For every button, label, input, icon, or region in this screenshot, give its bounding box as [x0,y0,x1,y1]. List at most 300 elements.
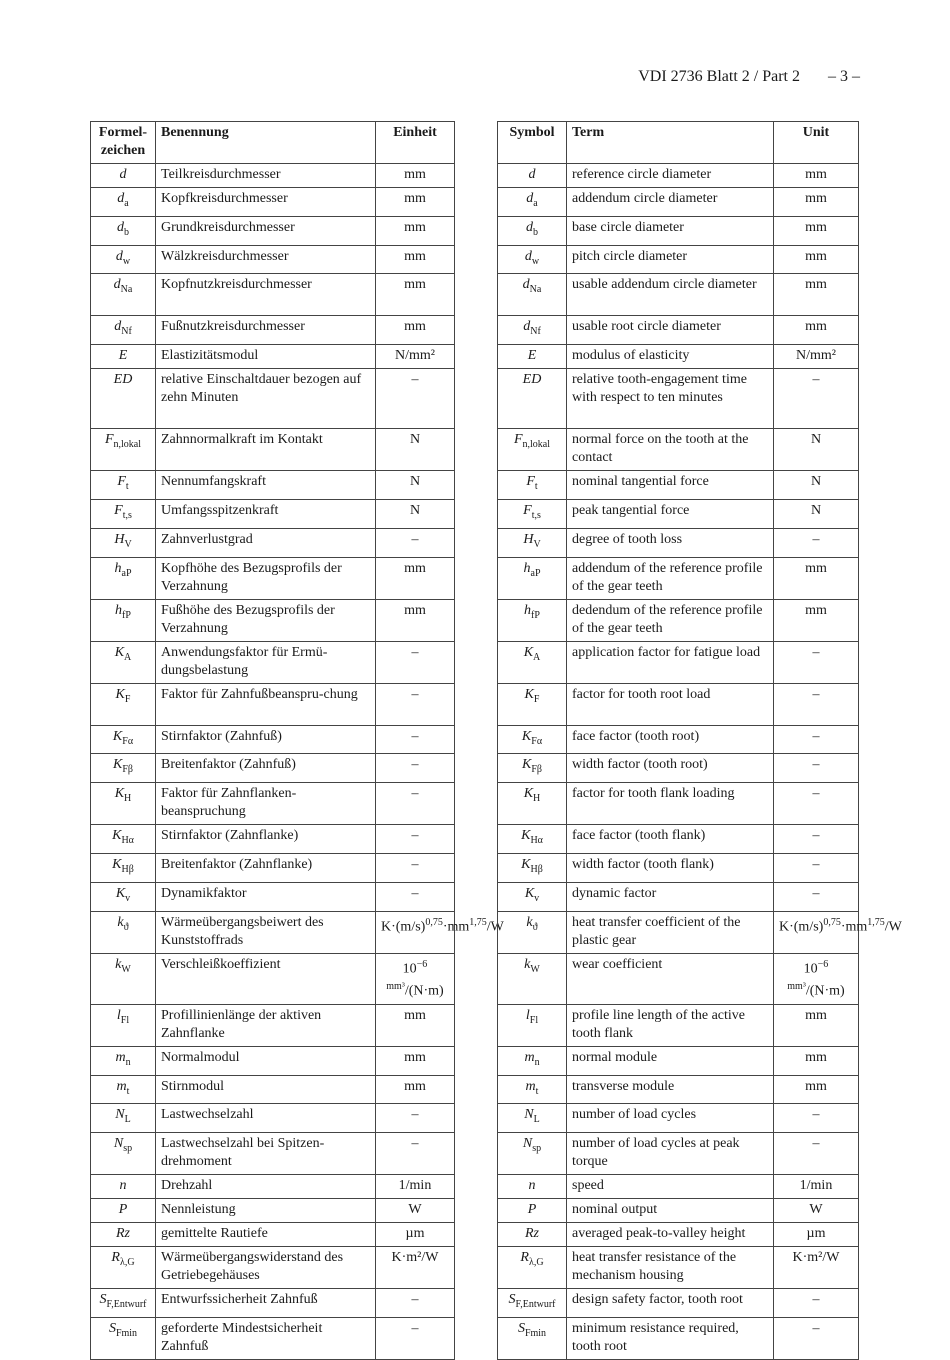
symbol-letter: K [521,856,531,872]
document-id: VDI 2736 Blatt 2 / Part 2 [638,68,800,85]
formula-symbol [91,1104,156,1133]
table-row [91,345,455,369]
term-text: Normalmodul [156,1046,376,1075]
table-row [91,1075,455,1104]
term-text: Umfangsspitzenkraft [156,499,376,528]
formula-symbol [91,853,156,882]
symbol-subscript: λ,G [528,1257,544,1269]
symbol-letter: F [523,502,532,518]
page-header [638,68,860,86]
symbol-letter: E [527,348,537,364]
symbol-subscript: V [533,538,541,550]
formula-symbol [91,528,156,557]
unit-text: – [376,825,455,854]
symbol-letter: S [99,1292,107,1308]
symbol-letter: k [117,914,124,930]
symbol-subscript: n [534,1056,540,1068]
term-text: transverse module [567,1075,774,1104]
symbol-letter: d [113,277,121,293]
symbol-subscript: aP [121,567,132,579]
term-text: Wärmeübergangswiderstand des Getriebegehäuses [156,1247,376,1289]
unit-text: – [774,1104,859,1133]
formula-symbol [91,1199,156,1223]
table-row [498,641,859,683]
term-text: application factor for fatigue load [567,641,774,683]
formula-symbol [91,1318,156,1360]
unit-text: mm [376,245,455,274]
unit-text: – [774,754,859,783]
table-row [498,528,859,557]
unit-text: mm [376,316,455,345]
term-text: width factor (tooth root) [567,754,774,783]
symbol-subscript: Hα [530,834,543,846]
term-text: base circle diameter [567,216,774,245]
page-number: – 3 – [828,68,860,85]
table-row [498,1247,859,1289]
symbol-letter: E [118,348,128,364]
term-text: dynamic factor [567,882,774,911]
formula-symbol [498,245,567,274]
unit-text: N [774,499,859,528]
symbol-subscript: λ,G [119,1257,135,1269]
unit-text: – [774,528,859,557]
symbol-letter: P [118,1202,128,1218]
symbol-subscript: Nf [530,326,541,338]
formula-symbol [498,599,567,641]
symbol-letter: K [524,686,534,702]
symbol-subscript: F,Entwurf [106,1299,147,1311]
term-text: addendum of the reference profile of the gear teeth [567,557,774,599]
table-row [498,1075,859,1104]
unit-text: – [774,783,859,825]
formula-symbol [498,1046,567,1075]
symbol-subscript: Na [120,284,133,296]
symbol-subscript: Fmin [524,1327,547,1339]
table-row [498,274,859,316]
symbol-letter: K [112,856,122,872]
table-row [498,245,859,274]
formula-symbol [498,1004,567,1046]
symbol-letter: d [117,219,124,235]
term-text: Fußhöhe des Bezugsprofils der Verzahnung [156,599,376,641]
symbol-letter: K [521,828,531,844]
unit-text: – [376,1133,455,1175]
symbol-subscript: W [121,963,131,975]
table-row [91,825,455,854]
unit-text: mm [376,164,455,188]
column-header-term: Term [567,122,774,164]
symbol-letter: N [522,1136,533,1152]
formula-symbol [91,499,156,528]
symbol-letter: H [114,531,125,547]
term-text: Drehzahl [156,1175,376,1199]
symbol-letter: K [115,686,125,702]
symbol-letter: h [115,602,123,618]
formula-symbol [91,1223,156,1247]
table-row [498,216,859,245]
term-text: Dynamikfaktor [156,882,376,911]
unit-text: mm [376,274,455,316]
term-text: profile line length of the active tooth flank [567,1004,774,1046]
symbol-subscript: F,Entwurf [515,1299,556,1311]
term-text: face factor (tooth root) [567,725,774,754]
formula-symbol [498,316,567,345]
unit-text: – [774,853,859,882]
term-text: Elastizitätsmodul [156,345,376,369]
unit-text: – [376,853,455,882]
unit-text: – [774,369,859,429]
symbol-subscript: Na [529,284,542,296]
formula-symbol [498,1175,567,1199]
symbol-subscript: Fl [529,1014,539,1026]
table-row [498,345,859,369]
formula-symbol [498,825,567,854]
symbol-letter: K [114,644,125,660]
unit-text: mm [774,599,859,641]
term-text: Stirnfaktor (Zahnflanke) [156,825,376,854]
unit-text: – [376,783,455,825]
symbol-subscript: b [533,226,538,238]
unit-text: N/mm² [774,345,859,369]
formula-symbol [498,557,567,599]
formula-symbol [498,164,567,188]
table-row [91,245,455,274]
term-text: nominal tangential force [567,471,774,500]
term-text: relative tooth-engagement time with respect to ten minutes [567,369,774,429]
symbol-table-english [497,121,902,1360]
unit-text: N [376,499,455,528]
formula-symbol [91,1175,156,1199]
table-row [91,1199,455,1223]
table-row [91,1133,455,1175]
table-row [498,1046,859,1075]
term-text: relative Einschaltdauer bezogen auf zehn Minuten [156,369,376,429]
symbol-subscript: Hβ [530,863,543,875]
symbol-letter: ED [113,372,133,388]
term-text: Wälzkreisdurchmesser [156,245,376,274]
table-row [498,911,859,953]
formula-symbol [498,1223,567,1247]
formula-symbol [498,683,567,725]
symbol-letter: N [524,1107,534,1123]
symbol-subscript: L [124,1114,131,1126]
table-row [498,683,859,725]
symbol-subscript: v [534,892,540,904]
term-text: width factor (tooth flank) [567,853,774,882]
symbol-letter: K [521,728,532,744]
term-text: nominal output [567,1199,774,1223]
symbol-letter: d [526,219,533,235]
symbol-subscript: w [531,255,540,267]
term-text: wear coefficient [567,953,774,1004]
term-text: Zahnverlustgrad [156,528,376,557]
table-row [91,216,455,245]
symbol-letter: k [526,914,533,930]
term-text: peak tangential force [567,499,774,528]
term-text: heat transfer resistance of the mechanism housing [567,1247,774,1289]
term-text: design safety factor, tooth root [567,1289,774,1318]
symbol-subscript: t [126,1085,130,1097]
unit-text: – [774,882,859,911]
formula-symbol [498,1289,567,1318]
table-row [498,499,859,528]
table-row [498,429,859,471]
formula-symbol [498,911,567,953]
symbol-subscript: fP [122,609,131,621]
term-text: pitch circle diameter [567,245,774,274]
table-row [91,188,455,217]
table-row [498,882,859,911]
term-text: gemittelte Rautiefe [156,1223,376,1247]
table-row [498,369,859,429]
symbol-subscript: t,s [531,509,541,521]
formula-symbol [91,245,156,274]
unit-text: µm [376,1223,455,1247]
symbol-letter: S [517,1321,525,1337]
symbol-letter: l [116,1007,121,1023]
term-text: addendum circle diameter [567,188,774,217]
symbol-letter: H [523,531,534,547]
formula-symbol [498,345,567,369]
unit-text: mm [774,1046,859,1075]
table-row [498,825,859,854]
unit-text: W [376,1199,455,1223]
formula-symbol [498,725,567,754]
symbol-letter: d [523,319,531,335]
unit-text: mm [376,1046,455,1075]
symbol-letter: m [524,1049,535,1065]
term-text: degree of tooth loss [567,528,774,557]
table-header-row [498,122,859,164]
formula-symbol [91,188,156,217]
unit-text: – [376,528,455,557]
table-row [91,557,455,599]
symbol-letter: K [523,644,534,660]
symbol-subscript: sp [532,1143,542,1155]
term-text: Fußnutzkreisdurchmesser [156,316,376,345]
term-text: Faktor für Zahnfußbeanspru-chung [156,683,376,725]
symbol-letter: S [108,1321,116,1337]
symbol-letter: d [528,167,536,182]
unit-text: – [376,641,455,683]
formula-symbol [91,1004,156,1046]
column-header-term: Benennung [156,122,376,164]
formula-symbol [498,369,567,429]
unit-text: mm [774,188,859,217]
symbol-subscript: v [125,892,131,904]
unit-text: mm [774,316,859,345]
table-row [91,754,455,783]
table-row [91,683,455,725]
formula-symbol [91,345,156,369]
term-text: Stirnmodul [156,1075,376,1104]
symbol-subscript: a [124,197,129,209]
symbol-subscript: a [533,197,538,209]
formula-symbol [91,783,156,825]
table-row [498,164,859,188]
formula-symbol [91,557,156,599]
unit-text: N [774,429,859,471]
unit-text: 1/min [376,1175,455,1199]
formula-symbol [498,953,567,1004]
term-text: factor for tooth root load [567,683,774,725]
term-text: normal module [567,1046,774,1075]
symbol-letter: Rz [116,1226,130,1242]
term-text: Entwurfssicherheit Zahnfuß [156,1289,376,1318]
term-text: normal force on the tooth at the contact [567,429,774,471]
formula-symbol [91,911,156,953]
formula-symbol [91,471,156,500]
term-text: Kopfnutzkreisdurchmesser [156,274,376,316]
table-row [91,725,455,754]
term-text: Kopfkreisdurchmesser [156,188,376,217]
symbol-letter: N [115,1107,125,1123]
symbol-subscript: n,lokal [522,438,551,450]
table-row [498,557,859,599]
symbol-letter: K [524,885,535,901]
table-row [498,1289,859,1318]
table-row [91,953,455,1004]
table-row [91,599,455,641]
term-text: minimum resistance required, tooth root [567,1318,774,1360]
symbol-letter: ED [522,372,542,388]
table-row [91,471,455,500]
unit-text: mm [774,557,859,599]
term-text: face factor (tooth flank) [567,825,774,854]
formula-symbol [498,1075,567,1104]
symbol-subscript: ϑ [532,921,538,933]
symbol-subscript: H [124,792,132,804]
table-row [498,471,859,500]
term-text: Stirnfaktor (Zahnfuß) [156,725,376,754]
unit-text: N [774,471,859,500]
symbol-letter: K [523,786,534,802]
symbol-letter: d [117,191,125,206]
symbol-letter: h [114,560,122,576]
formula-symbol [91,316,156,345]
symbol-letter: m [115,1049,126,1065]
symbol-letter: F [513,432,523,448]
symbol-letter: d [524,248,532,264]
symbol-subscript: t [534,480,538,492]
formula-symbol [91,1289,156,1318]
table-row [498,853,859,882]
symbol-subscript: H [533,792,541,804]
column-header-symbol: Formel-zeichen [91,122,156,164]
unit-text: mm [774,1075,859,1104]
term-text: Breitenfaktor (Zahnfuß) [156,754,376,783]
table-row [91,1289,455,1318]
term-text: Nennumfangskraft [156,471,376,500]
formula-symbol [91,754,156,783]
term-text: Zahnnormalkraft im Kontakt [156,429,376,471]
unit-text: – [376,1289,455,1318]
unit-text: W [774,1199,859,1223]
formula-symbol [91,1075,156,1104]
unit-text: 1/min [774,1175,859,1199]
formula-symbol [91,953,156,1004]
formula-symbol [498,1247,567,1289]
symbol-subscript: t [535,1085,539,1097]
symbol-subscript: sp [123,1143,133,1155]
term-text: Verschleißkoeffizient [156,953,376,1004]
term-text: Faktor für Zahnflanken-beanspruchung [156,783,376,825]
symbol-subscript: Hβ [121,863,134,875]
formula-symbol [91,882,156,911]
unit-text: mm [376,188,455,217]
term-text: Anwendungsfaktor für Ermü-dungsbelastung [156,641,376,683]
table-row [91,1004,455,1046]
formula-symbol [498,1104,567,1133]
unit-text: N/mm² [376,345,455,369]
term-text: factor for tooth flank loading [567,783,774,825]
formula-symbol [498,528,567,557]
unit-text: $K\cdot(m/s)^{0,75}\cdot mm^{1,75}/W$ [774,911,859,953]
unit-text: – [376,1318,455,1360]
symbol-subscript: F [124,693,131,705]
term-text: usable root circle diameter [567,316,774,345]
term-text: Lastwechselzahl bei Spitzen-drehmoment [156,1133,376,1175]
formula-symbol [91,1133,156,1175]
table-row [91,369,455,429]
formula-symbol [498,1199,567,1223]
symbol-subscript: Hα [121,834,134,846]
term-text: usable addendum circle diameter [567,274,774,316]
symbol-subscript: V [124,538,132,550]
table-row [91,528,455,557]
unit-text: $K\cdot(m/s)^{0,75}\cdot mm^{1,75}/W$ [376,911,455,953]
term-text: Nennleistung [156,1199,376,1223]
symbol-subscript: Nf [121,326,132,338]
symbol-letter: h [523,560,531,576]
formula-symbol [498,188,567,217]
table-row [91,641,455,683]
table-row [498,188,859,217]
unit-text: – [774,725,859,754]
term-text: Kopfhöhe des Bezugsprofils der Verzahnung [156,557,376,599]
term-text: heat transfer coefficient of the plastic gear [567,911,774,953]
unit-text: mm [774,245,859,274]
unit-text: – [774,1318,859,1360]
term-text: geforderte Mindestsicherheit Zahnfuß [156,1318,376,1360]
symbol-letter: K [112,728,123,744]
term-text: modulus of elasticity [567,345,774,369]
formula-symbol [498,216,567,245]
symbol-subscript: Fl [120,1014,130,1026]
table-row [91,1318,455,1360]
formula-symbol [498,274,567,316]
unit-text: $10^{-6 mm^3}/(N\cdot m)$ [376,953,455,1004]
column-header-unit: Unit [774,122,859,164]
table-row [498,1199,859,1223]
formula-symbol [91,683,156,725]
table-row [498,1004,859,1046]
symbol-letter: F [114,502,123,518]
symbol-subscript: Fβ [531,764,542,776]
formula-symbol [498,471,567,500]
column-header-symbol: Symbol [498,122,567,164]
term-text: dedendum of the reference profile of the gear teeth [567,599,774,641]
term-text: Grundkreisdurchmesser [156,216,376,245]
unit-text: mm [774,216,859,245]
symbol-letter: N [113,1136,124,1152]
symbol-subscript: Fα [122,735,134,747]
formula-symbol [91,725,156,754]
term-text: Wärmeübergangsbeiwert des Kunststoffrads [156,911,376,953]
symbol-letter: K [115,885,126,901]
symbol-letter: F [117,474,126,490]
symbol-subscript: t,s [122,509,132,521]
